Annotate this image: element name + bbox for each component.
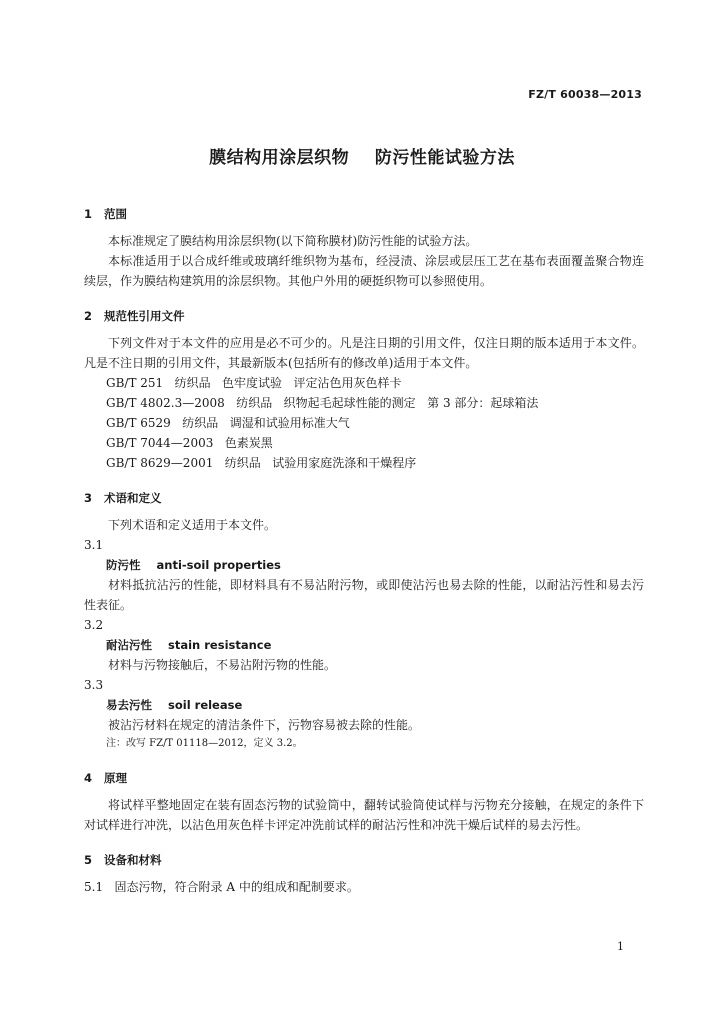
term-note: 注：改写 FZ/T 01118—2012，定义 3.2。	[106, 738, 303, 749]
term-name: 防污性 anti-soil properties	[106, 558, 281, 572]
reference-item: GB/T 4802.3—2008 纺织品 织物起毛起球性能的测定 第 3 部分：起球箱法	[106, 396, 539, 410]
document-title: 膜结构用涂层织物 防污性能试验方法	[209, 148, 515, 168]
term-definition: 材料抵抗沾污的性能，即材料具有不易沾附污物，或即使沾污也易去除的性能，以耐沾污性和易去污性表征。	[84, 578, 644, 612]
normative-references-intro: 下列文件对于本文件的应用是必不可少的。凡是注日期的引用文件，仅注日期的版本适用于本文件。凡是不注日期的引用文件，其最新版本(包括所有的修改单)适用于本文件。	[84, 336, 644, 370]
reference-item: GB/T 6529 纺织品 调湿和试验用标准大气	[106, 416, 350, 430]
scope-paragraph: 本标准适用于以合成纤维或玻璃纤维织物为基布，经浸渍、涂层或层压工艺在基布表面覆盖聚合物连续层，作为膜结构建筑用的涂层织物。其他户外用的硬挺织物可以参照使用。	[84, 254, 644, 288]
section-heading-scope: 1 范围	[84, 207, 128, 221]
term-name: 易去污性 soil release	[106, 698, 243, 712]
section-heading-principle: 4 原理	[84, 771, 128, 785]
terms-intro: 下列术语和定义适用于本文件。	[108, 518, 277, 532]
section-heading-terms: 3 术语和定义	[84, 491, 162, 505]
reference-item: GB/T 8629—2001 纺织品 试验用家庭洗涤和干燥程序	[106, 456, 417, 470]
page-number: 1	[617, 940, 624, 953]
section-heading-equipment: 5 设备和材料	[84, 853, 162, 867]
document-body	[84, 205, 644, 897]
term-name: 耐沾污性 stain resistance	[106, 638, 272, 652]
term-definition: 被沾污材料在规定的清洁条件下，污物容易被去除的性能。	[108, 718, 421, 732]
standard-number: FZ/T 60038—2013	[528, 88, 642, 101]
principle-paragraph: 将试样平整地固定在装有固态污物的试验筒中，翻转试验筒使试样与污物充分接触，在规定的条件下对试样进行冲洗，以沾色用灰色样卡评定冲洗前试样的耐沾污性和冲洗干燥后试样的易去污性。	[84, 798, 644, 832]
reference-item: GB/T 251 纺织品 色牢度试验 评定沾色用灰色样卡	[106, 376, 402, 390]
term-definition: 材料与污物接触后，不易沾附污物的性能。	[108, 658, 337, 672]
term-number: 3.1	[84, 538, 104, 552]
section-heading-normative-references: 2 规范性引用文件	[84, 309, 185, 323]
term-number: 3.2	[84, 618, 104, 632]
equipment-clause: 5.1 固态污物，符合附录 A 中的组成和配制要求。	[84, 880, 359, 894]
reference-item: GB/T 7044—2003 色素炭黑	[106, 436, 273, 450]
term-number: 3.3	[84, 678, 104, 692]
scope-paragraph: 本标准规定了膜结构用涂层织物(以下简称膜材)防污性能的试验方法。	[108, 234, 478, 248]
